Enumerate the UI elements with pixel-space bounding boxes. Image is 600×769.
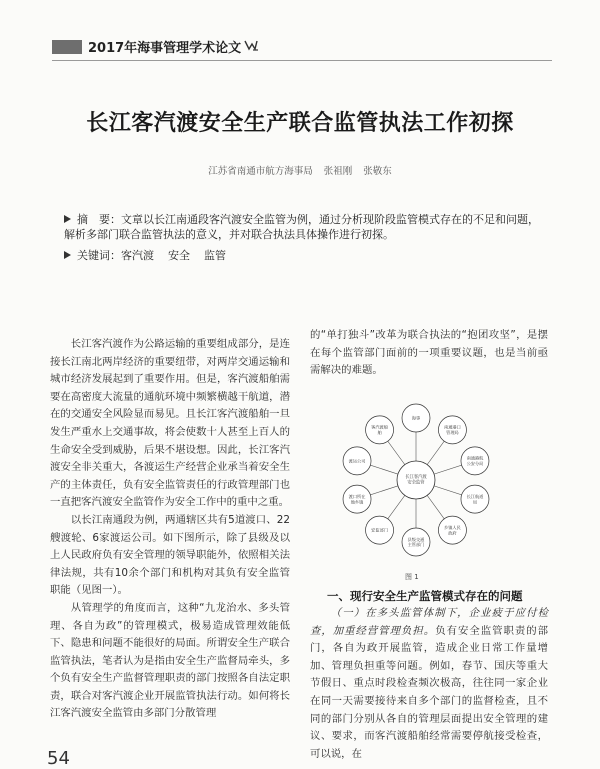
arrow-scribble-icon	[243, 38, 259, 52]
keyword: 安全	[168, 249, 190, 262]
keywords	[64, 247, 240, 263]
journal-header: 2017年海事管理学术论文	[88, 41, 242, 56]
abstract-text: 文章以长江南通段客汽渡安全监管为例，通过分析现阶段监管模式存在的不足和问题，解析多部门联合监管执法的意义，并对联合执法具体操作进行初探。	[64, 213, 539, 241]
bullet-triangle-icon	[64, 251, 71, 259]
bullet-triangle-icon	[64, 215, 71, 223]
diagram-node-label: 渡运公司	[348, 458, 366, 464]
paragraph-text: 负有安全监管职责的部门，各自为政开展监管，造成企业日常工作量增加、管理负担重等问题。例如，春节、国庆等重大节假日、重点时段检查频次极高，往往同一家企业在同一天需要接待来自多个部门的监督检查，且不同的部门分别从各自的管理层面提出安全管理的建议、要求，而客汽渡船舶经常需要停航接受检查，可以说，在	[310, 624, 549, 760]
header-bar-decoration	[52, 40, 82, 54]
section-title: 一、现行安全生产监管模式存在的问题	[327, 589, 523, 603]
authors-line	[0, 163, 600, 177]
diagram-node-label: 渡口所在地乡镇	[348, 494, 366, 505]
paragraph	[310, 605, 548, 763]
diagram-node-label: 安监部门	[371, 527, 388, 533]
supervision-diagram	[336, 398, 496, 562]
figure-caption: 图 1	[405, 573, 419, 581]
diagram-node-label: 长江航道局	[466, 494, 484, 505]
diagram-center-label: 长江客汽渡安全监管	[405, 475, 427, 486]
article-title: 长江客汽渡安全生产联合监管执法工作初探	[86, 111, 514, 136]
subsection-heading: （一）在多头监管体制下，企业疲于应付检查，加重经营管理负担。	[310, 607, 548, 637]
diagram-node-label: 客汽渡船舶	[371, 424, 388, 435]
affiliation: 江苏省南通市航方海事局	[208, 166, 313, 177]
diagram-node-label: 县级交通主管部门	[407, 536, 425, 548]
body-right-column-top	[310, 327, 548, 380]
author-name: 张祖刚	[323, 166, 353, 177]
diagram-node-label: 海事	[411, 415, 421, 421]
keywords-label: 关键词：	[77, 249, 121, 262]
keyword: 监管	[204, 249, 226, 262]
paragraph: 的“单打独斗”改革为联合执法的“抱团攻坚”，是摆在每个监管部门面前的一项重要议题，也是当前亟需解决的难题。	[310, 329, 548, 377]
author-name: 张敬东	[363, 166, 392, 177]
diagram-node-label: 南通港航公安分局	[466, 455, 484, 466]
abstract-label: 摘 要：	[77, 213, 121, 226]
keyword: 客汽渡	[121, 249, 154, 262]
paragraph: 长江客汽渡作为公路运输的重要组成部分，是连接长江南北两岸经济的重要纽带，对两岸交通运输和城市经济发展起到了重要作用。但是，客汽渡船舶需要在高密度大流量的通航环境中频繁横越干航道，潜在的交通安全风险显而易见。且长江客汽渡船舶一旦发生严重水上交通事故，将会使数十人甚至上百人的生命安全受到威胁，后果不堪设想。因此，长江客汽渡安全非关重大，各渡运生产经营企业承当着安全生产的主体责任，负有安全监管责任的行政管理部门也一直把客汽渡安全监管作为安全工作中的重中之重。	[50, 338, 290, 509]
body-right-column-bottom	[310, 605, 548, 763]
diagram-node-label: 乡镇人民政府	[444, 525, 461, 536]
paragraph: 从管理学的角度而言，这种“九龙治水、多头管理、各自为政”的管理模式，极易造成管理效能低下、隐患和问题不能很好的局面。所谓安全生产联合监管执法，笔者认为是指由安全生产监督局牵头，多个负有安全生产监督管理职责的部门按照各自法定职责，联合对客汽渡企业开展监管执法行动。如何将长江客汽渡安全监管由多部门分散管理	[50, 601, 290, 720]
paragraph: 以长江南通段为例，两通辖区共有5道渡口、22艘渡轮、6家渡运公司。如下图所示，除了县级及以上人民政府负有安全管理的领导职能外，依照相关法律法规，共有10余个部门和机构对其负有安全监管职能（见图一）。	[50, 513, 290, 597]
body-left-column	[50, 336, 290, 723]
header-rule	[52, 60, 552, 61]
page-number: 54	[47, 748, 70, 769]
diagram-node-label: 南通港口管理局	[444, 424, 461, 435]
abstract	[64, 212, 542, 242]
